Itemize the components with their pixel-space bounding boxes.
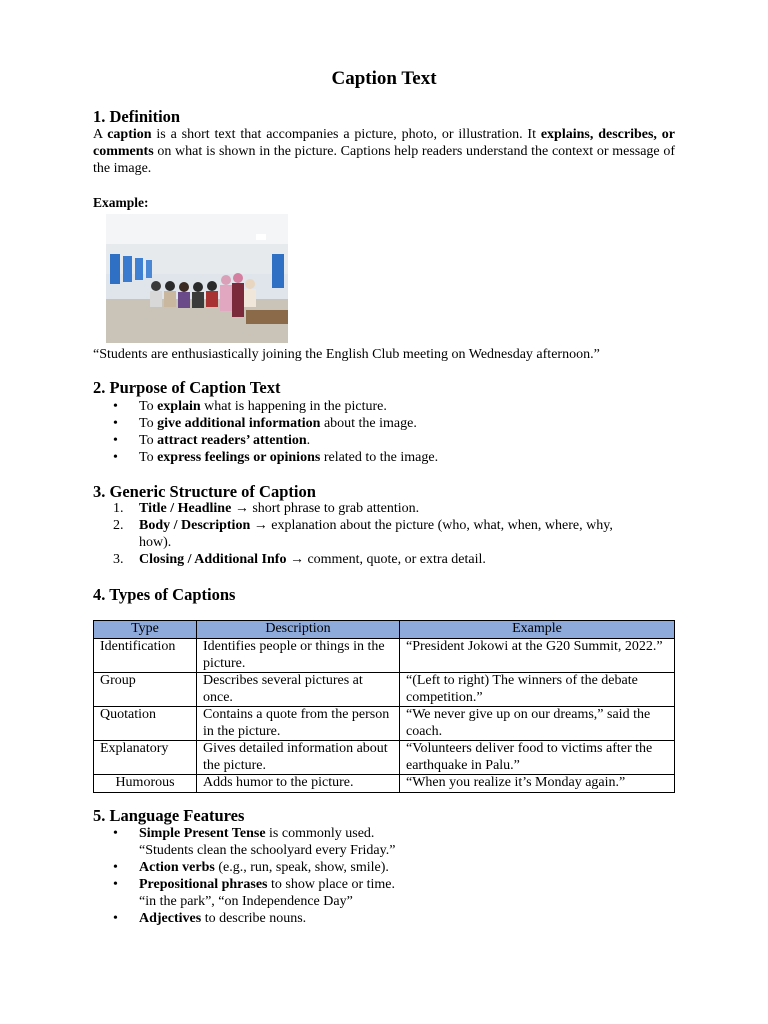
text-run: To bbox=[139, 416, 158, 431]
section-3-heading: 3. Generic Structure of Caption bbox=[93, 482, 316, 501]
bold-text: Action verbs bbox=[139, 860, 215, 875]
table-row bbox=[94, 707, 675, 741]
list-item bbox=[113, 825, 403, 859]
text-run: (e.g., run, speak, show, smile). bbox=[214, 860, 389, 875]
bold-text: Prepositional phrases bbox=[139, 877, 268, 892]
bold-text: Adjectives bbox=[139, 911, 202, 926]
list-item bbox=[113, 551, 633, 568]
column-header-description: Description bbox=[197, 621, 400, 639]
section-4-heading: 4. Types of Captions bbox=[93, 585, 236, 604]
example-photo bbox=[106, 214, 288, 343]
table-body bbox=[94, 639, 675, 793]
caption-example-text: “Students are enthusiastically joining the English Club meeting on Wednesday afternoon.” bbox=[93, 347, 600, 362]
text-run: To bbox=[139, 399, 158, 414]
list-item bbox=[113, 500, 633, 517]
list-item bbox=[113, 415, 653, 432]
table-row bbox=[94, 673, 675, 707]
definition-paragraph bbox=[93, 126, 675, 177]
list-item bbox=[113, 449, 653, 466]
type-cell: Quotation bbox=[94, 707, 197, 741]
bold-text: Closing / Additional Info bbox=[139, 552, 287, 567]
table-header-row bbox=[94, 621, 675, 639]
list-number: 2. bbox=[113, 518, 124, 533]
text-run: what is happening in the picture. bbox=[200, 399, 387, 414]
list-item bbox=[113, 910, 403, 927]
text-run: . bbox=[306, 433, 311, 448]
bullet-icon: • bbox=[113, 826, 118, 841]
list-item bbox=[113, 859, 403, 876]
type-cell: Identification bbox=[94, 639, 197, 673]
text-run: → comment, quote, or extra detail. bbox=[286, 552, 486, 567]
description-cell: Adds humor to the picture. bbox=[197, 775, 400, 793]
bold-text: Title / Headline bbox=[139, 501, 232, 516]
language-features-list bbox=[113, 825, 403, 927]
example-cell: “When you realize it’s Monday again.” bbox=[400, 775, 675, 793]
text-run: → short phrase to grab attention. bbox=[231, 501, 420, 516]
list-item bbox=[113, 398, 653, 415]
bullet-icon: • bbox=[113, 877, 118, 892]
bullet-icon: • bbox=[113, 450, 118, 465]
text-run: To bbox=[139, 433, 158, 448]
bullet-icon: • bbox=[113, 860, 118, 875]
column-header-example: Example bbox=[400, 621, 675, 639]
document-title: Caption Text bbox=[331, 68, 437, 89]
bold-text: Simple Present Tense bbox=[139, 826, 266, 841]
type-cell: Humorous bbox=[94, 775, 197, 793]
table-row bbox=[94, 639, 675, 673]
list-item bbox=[113, 517, 633, 551]
text-run: related to the image. bbox=[320, 450, 439, 465]
text-run: is commonly used. “Students clean the schoolyard every Friday.” bbox=[139, 826, 396, 858]
column-header-type: Type bbox=[94, 621, 197, 639]
description-cell: Gives detailed information about the picture. bbox=[197, 741, 400, 775]
bold-text: explain bbox=[157, 399, 201, 414]
bold-text: express feelings or opinions bbox=[157, 450, 321, 465]
bold-text: Body / Description bbox=[139, 518, 251, 533]
list-item bbox=[113, 432, 653, 449]
type-cell: Explanatory bbox=[94, 741, 197, 775]
text-run: to describe nouns. bbox=[201, 911, 307, 926]
list-number: 3. bbox=[113, 552, 124, 567]
bold-text: caption bbox=[107, 127, 152, 142]
caption-types-table bbox=[93, 620, 675, 793]
example-cell: “Volunteers deliver food to victims after the earthquake in Palu.” bbox=[400, 741, 675, 775]
bold-text: explains, describes, or comments bbox=[93, 127, 675, 159]
table-row bbox=[94, 775, 675, 793]
bullet-icon: • bbox=[113, 399, 118, 414]
description-cell: Describes several pictures at once. bbox=[197, 673, 400, 707]
purpose-list bbox=[113, 398, 653, 466]
text-run: A bbox=[93, 127, 108, 142]
table-row bbox=[94, 741, 675, 775]
bullet-icon: • bbox=[113, 433, 118, 448]
text-run: → explanation about the picture (who, what, when, where, why, how). bbox=[139, 518, 613, 550]
structure-list bbox=[113, 500, 633, 568]
example-cell: “(Left to right) The winners of the debate competition.” bbox=[400, 673, 675, 707]
example-cell: “We never give up on our dreams,” said the coach. bbox=[400, 707, 675, 741]
example-label: Example: bbox=[93, 195, 149, 210]
text-run: on what is shown in the picture. Captions help readers understand the context or message of the image. bbox=[93, 144, 675, 176]
text-run: To bbox=[139, 450, 158, 465]
section-2-heading: 2. Purpose of Caption Text bbox=[93, 378, 281, 397]
list-item bbox=[113, 876, 403, 910]
description-cell: Contains a quote from the person in the picture. bbox=[197, 707, 400, 741]
bold-text: give additional information bbox=[157, 416, 321, 431]
bold-text: attract readers’ attention bbox=[157, 433, 307, 448]
description-cell: Identifies people or things in the picture. bbox=[197, 639, 400, 673]
section-1-heading: 1. Definition bbox=[93, 107, 181, 126]
type-cell: Group bbox=[94, 673, 197, 707]
text-run: to show place or time. “in the park”, “on Independence Day” bbox=[139, 877, 396, 909]
list-number: 1. bbox=[113, 501, 124, 516]
text-run: about the image. bbox=[320, 416, 417, 431]
text-run: is a short text that accompanies a picture, photo, or illustration. It bbox=[151, 127, 541, 142]
bullet-icon: • bbox=[113, 416, 118, 431]
example-cell: “President Jokowi at the G20 Summit, 2022.” bbox=[400, 639, 675, 673]
section-5-heading: 5. Language Features bbox=[93, 806, 245, 825]
bullet-icon: • bbox=[113, 911, 118, 926]
